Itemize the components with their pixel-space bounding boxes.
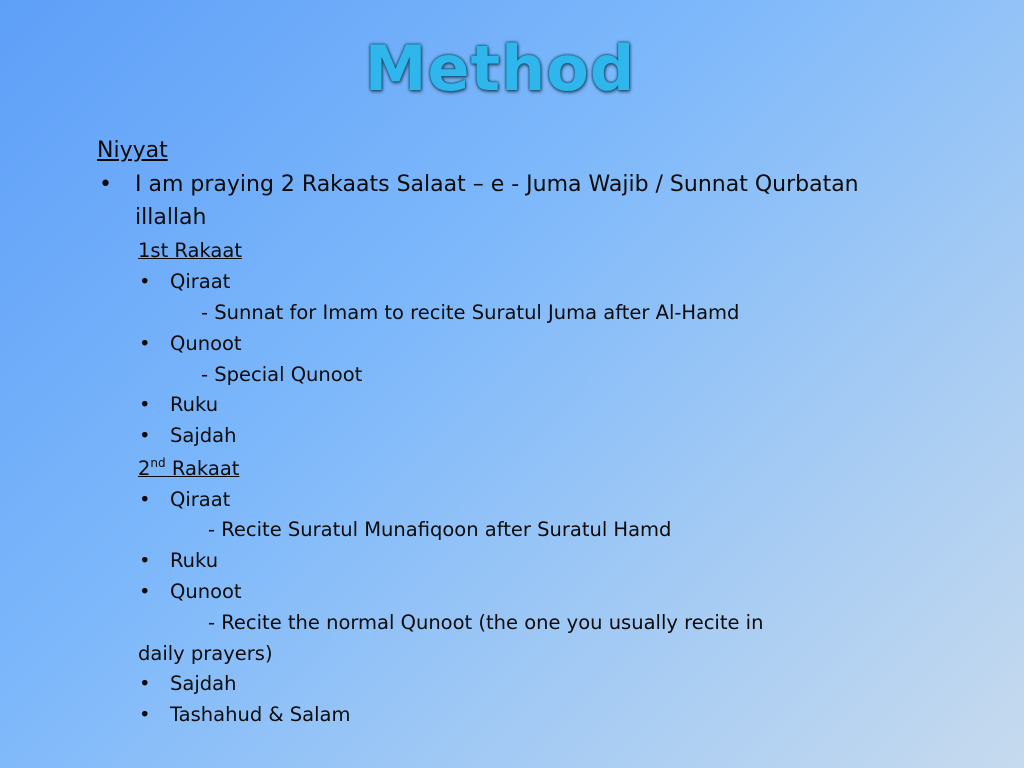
niyyat-text-line2: illallah (135, 205, 207, 230)
bullet-icon: • (139, 672, 151, 695)
slide-title: Method (364, 32, 636, 105)
rakaat2-item-tashahud: Tashahud & Salam (170, 703, 351, 726)
bullet-icon: • (139, 580, 151, 603)
rakaat2-item-qunoot: Qunoot (170, 580, 242, 603)
rakaat2-heading-rest: Rakaat (165, 457, 240, 480)
rakaat2-heading-num: 2 (138, 457, 151, 480)
rakaat1-qiraat-note: - Sunnat for Imam to recite Suratul Juma after Al-Hamd (201, 301, 740, 324)
bullet-icon: • (139, 424, 151, 447)
rakaat1-item-qiraat: Qiraat (170, 270, 231, 293)
bullet-icon: • (139, 393, 151, 416)
rakaat2-item-qiraat: Qiraat (170, 488, 231, 511)
bullet-icon: • (139, 703, 151, 726)
rakaat2-item-ruku: Ruku (170, 549, 219, 572)
niyyat-text-line1: I am praying 2 Rakaats Salaat – e - Juma Wajib / Sunnat Qurbatan (135, 172, 859, 197)
bullet-icon: • (139, 549, 151, 572)
bullet-icon: • (139, 270, 151, 293)
rakaat1-item-sajdah: Sajdah (170, 424, 237, 447)
rakaat1-item-ruku: Ruku (170, 393, 219, 416)
bullet-icon: • (99, 172, 112, 197)
bullet-icon: • (139, 332, 151, 355)
rakaat2-item-sajdah: Sajdah (170, 672, 237, 695)
rakaat2-heading-sup: nd (150, 456, 166, 470)
bullet-icon: • (139, 488, 151, 511)
rakaat1-heading: 1st Rakaat (138, 239, 242, 262)
rakaat1-qunoot-note: - Special Qunoot (201, 363, 363, 386)
rakaat2-qunoot-note-line2: daily prayers) (138, 642, 273, 665)
rakaat2-heading (138, 457, 239, 480)
niyyat-heading: Niyyat (97, 138, 168, 163)
rakaat2-qiraat-note: - Recite Suratul Munafiqoon after Suratul Hamd (208, 518, 672, 541)
rakaat1-item-qunoot: Qunoot (170, 332, 242, 355)
rakaat2-qunoot-note-line1: - Recite the normal Qunoot (the one you usually recite in (208, 611, 764, 634)
